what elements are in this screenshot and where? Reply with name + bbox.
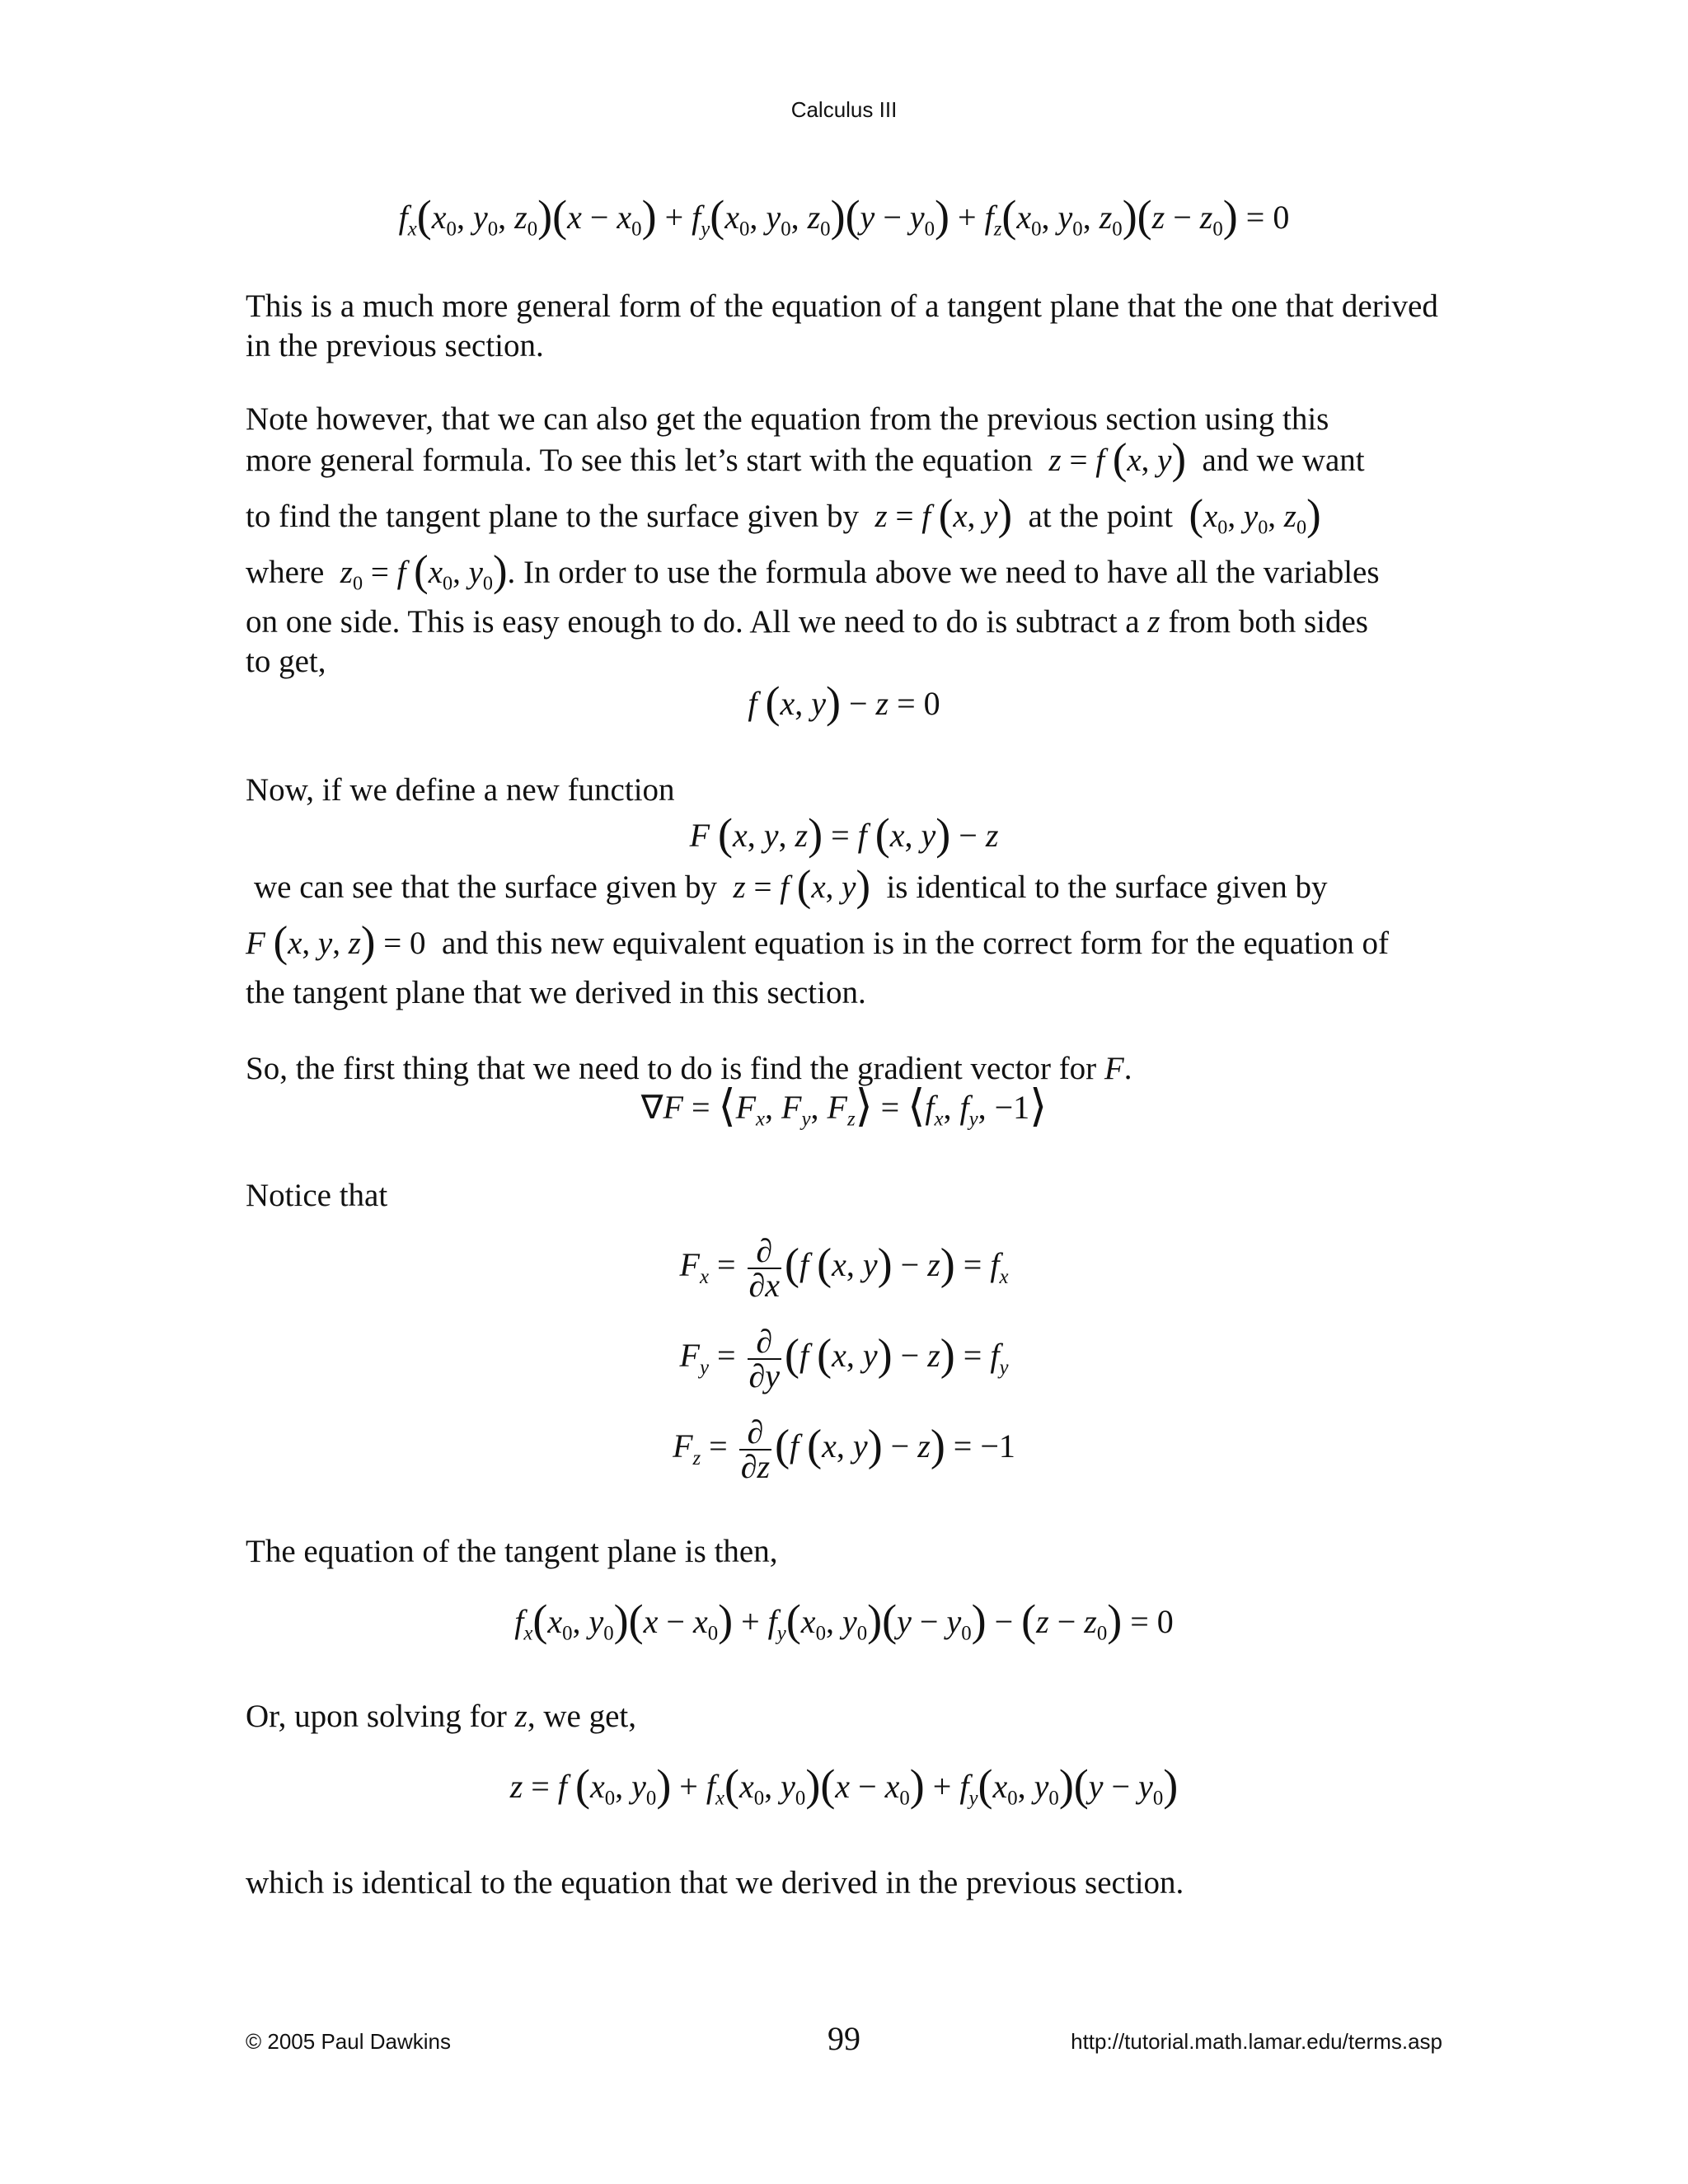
equation-tangent-plane-general: $f_x(x_0$, $y_0$, $z_0)(x - x_0) + f_y(x_0$, $y_0$, $z_0)(y - y_0) + f_z(x_0$, $y_0$, $z_0)(z - z_0) = 0$: [398, 191, 1290, 241]
paragraph-define-function: Now, if we define a new function: [246, 772, 675, 808]
equation-partial-y: $F_y$ = $\frac{\partial}{\partial y}$ (f (x, $y) - z) = f_y$: [679, 1323, 1009, 1394]
paragraph-gradient: [246, 1050, 1132, 1087]
equation-partial-z: $F_z$ = $\frac{\partial}{\partial z}$ (f (x, y) − z) = −1: [673, 1413, 1015, 1485]
text-segment: to find the tangent plane to the surface given by: [246, 499, 860, 534]
paragraph-note-line4: where $z_0 = f$ ($x_0$, $y_0$). In order to use the formula above we need to have all the variables: [246, 547, 1380, 596]
text-segment: and this new equivalent equation is in the correct form for the equation of: [441, 926, 1390, 961]
footer-copyright: © 2005 Paul Dawkins: [246, 2029, 451, 2054]
text-segment: and we want: [1202, 443, 1365, 478]
text-segment: more general formula. To see this let’s start with the equation: [246, 443, 1034, 478]
paragraph-surface-line1: we can see that the surface given by z = f (x, y) is identical to the surface given by: [254, 862, 1328, 911]
footer-page-number: 99: [828, 2020, 860, 2057]
variable-z: z: [1147, 604, 1160, 640]
text-segment: , we get,: [527, 1699, 636, 1734]
equation-define-F: F (x, y, z) = f (x, y) − z: [689, 809, 999, 860]
text-segment: .: [1123, 1051, 1132, 1086]
text-segment: is identical to the surface given by: [886, 869, 1328, 905]
equation-partial-x: $F_x$ = $\frac{\partial}{\partial x}$ (f (x, $y) - z) = f_x$: [679, 1232, 1009, 1304]
text-segment: at the point: [1028, 499, 1173, 534]
paragraph-surface-line2: F (x, y, z) = 0 and this new equivalent equation is in the correct form for the equation of: [246, 918, 1390, 967]
paragraph-conclusion: which is identical to the equation that we derived in the previous section.: [246, 1865, 1184, 1900]
text-segment: on one side. This is easy enough to do. All we need to do is subtract a: [246, 604, 1140, 640]
paragraph-note-line3: to find the tangent plane to the surface given by z = f (x, y) at the point ($x_0$, $y_0$, $z_0$): [246, 491, 1321, 540]
variable-z: z: [514, 1699, 528, 1734]
text-segment: So, the first thing that we need to do is find the gradient vector for: [246, 1051, 1097, 1086]
equation-solved-z: z = f ($x_0$, $y_0) + f_x(x_0$, $y_0)(x - x_0) + f_y(x_0$, $y_0)(y - y_0)$: [509, 1760, 1179, 1811]
text-segment: . In order to use the formula above we need to have all the variables: [507, 555, 1380, 590]
text-segment: Or, upon solving for: [246, 1699, 507, 1734]
equation-gradient: $\nabla F = ⟨F_x$, $F_y$, $F_z⟩$ = $⟨f_x$, $f_y$, −1⟩: [640, 1081, 1048, 1132]
equation-tangent-plane-specific: $f_x(x_0$, $y_0)(x - x_0) + f_y(x_0$, $y_0)(y - y_0) - (z - z_0) = 0$: [514, 1596, 1174, 1646]
paragraph-general-form: This is a much more general form of the equation of a tangent plane that the one that derived in the previous section.: [246, 288, 1438, 363]
paragraph-note-line1: Note however, that we can also get the equation from the previous section using this: [246, 401, 1329, 437]
paragraph-tangent-plane: The equation of the tangent plane is then,: [246, 1534, 778, 1569]
equation-f-minus-z: f (x, y) − z = 0: [748, 677, 940, 728]
text-segment: from both sides: [1168, 604, 1368, 640]
paragraph-notice: Notice that: [246, 1178, 388, 1213]
text-segment: we can see that the surface given by: [254, 869, 717, 905]
paragraph-surface-line3: the tangent plane that we derived in this section.: [246, 975, 866, 1010]
paragraph-note-line2: more general formula. To see this let’s start with the equation z = f (x, y) and we want: [246, 435, 1365, 484]
paragraph-note-line6: to get,: [246, 644, 326, 679]
page-header: Calculus III: [790, 97, 898, 122]
paragraph-solving: [246, 1698, 636, 1735]
paragraph-note-line5: [246, 603, 1368, 640]
footer-url: http://tutorial.math.lamar.edu/terms.asp: [1071, 2029, 1442, 2054]
variable-F: F: [1104, 1051, 1124, 1086]
text-segment: where: [246, 555, 325, 590]
